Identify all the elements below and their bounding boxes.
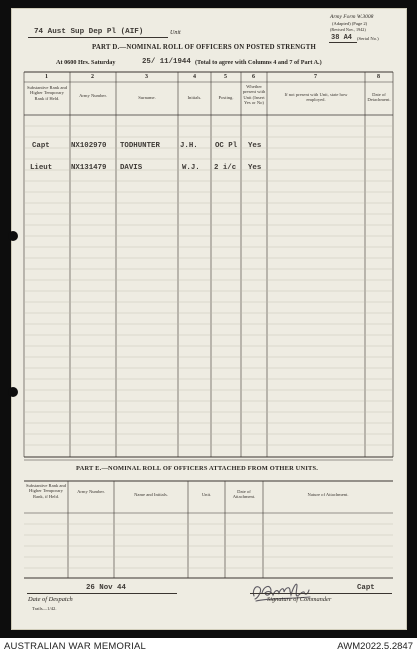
commander-rank: Capt: [357, 584, 375, 592]
part-d-title: PART D.—NOMINAL ROLL OF OFFICERS ON POSTED STRENGTH: [92, 44, 316, 51]
col-header-rank: Substantive Rank and Higher Temporary Rank if Held.: [26, 85, 68, 101]
col-number-1: 1: [45, 74, 48, 80]
army-form-page: [11, 8, 407, 630]
signature-underline: [250, 593, 392, 594]
archive-institution: AUSTRALIAN WAR MEMORIAL: [4, 641, 147, 652]
unit-value: 74 Aust Sup Dep Pl (AIF): [34, 28, 144, 36]
col-header-posting: Posting.: [218, 95, 234, 100]
unit-code: 38 A4: [331, 34, 353, 42]
row-1-present: Yes: [248, 142, 262, 150]
col-header-surname: Surname.: [138, 95, 156, 100]
part-e-header-date-attachment: Date of Attachment.: [232, 489, 256, 500]
row-2-posting: 2 i/c: [214, 164, 237, 172]
row-1-posting: OC Pl: [215, 142, 238, 150]
part-e-header-nature: Nature of Attachment.: [307, 492, 349, 497]
archive-accession: AWM2022.5.2847: [337, 641, 413, 652]
part-e-header-army-number: Army Number.: [77, 489, 105, 494]
despatch-date: 26 Nov 44: [86, 584, 126, 592]
row-2-surname: DAVIS: [120, 164, 143, 172]
col-number-5: 5: [224, 74, 227, 80]
col-header-date-detachment: Date of Detachment.: [367, 92, 391, 103]
row-1-army-number: NX102970: [71, 142, 107, 150]
serial-label: (Serial No.): [357, 36, 379, 41]
despatch-underline: [27, 593, 177, 594]
part-e-title: PART E.—NOMINAL ROLL OF OFFICERS ATTACHED FROM OTHER UNITS.: [76, 465, 319, 472]
col-number-2: 2: [91, 74, 94, 80]
archive-caption-bar: [0, 638, 417, 653]
col-number-8: 8: [377, 74, 380, 80]
col-header-army-number: Army Number.: [79, 93, 107, 98]
row-2-present: Yes: [248, 164, 262, 172]
row-1-rank: Capt: [32, 142, 50, 150]
col-number-4: 4: [193, 74, 196, 80]
form-ref-line1: Army Form W.3008: [330, 14, 374, 20]
col-header-present: Whether present with Unit (Insert Yes or No): [242, 84, 266, 106]
part-e-header-unit: Unit.: [201, 492, 212, 497]
col-header-how-employed: If not present with Unit, state how employed.: [284, 92, 348, 103]
row-2-initials: W.J.: [182, 164, 200, 172]
part-e-header-name: Name and Initials.: [134, 492, 168, 497]
form-ref-line3: (Revised Nov., 1942): [330, 27, 366, 32]
col-header-initials: Initials.: [187, 95, 202, 100]
punch-hole-upper: [8, 231, 18, 241]
punch-hole-lower: [8, 387, 18, 397]
col-number-6: 6: [252, 74, 255, 80]
form-ref-line2: (Adapted) (Page 2): [332, 21, 368, 26]
part-d-date: 25/ 11/1944: [142, 58, 191, 66]
despatch-label: Date of Despatch: [28, 596, 73, 603]
row-2-rank: Lieut: [30, 164, 53, 172]
col-number-3: 3: [145, 74, 148, 80]
part-d-subtitle-suffix: (Total to agree with Columns 4 and 7 of Part A.): [195, 59, 322, 66]
signature-label: Signature of Commander: [267, 596, 332, 603]
row-2-army-number: NX131479: [71, 164, 107, 172]
unit-label: Unit: [170, 30, 181, 36]
row-1-surname: TODHUNTER: [120, 142, 160, 150]
print-code: Trails—1/42.: [32, 606, 57, 611]
col-number-7: 7: [314, 74, 317, 80]
part-d-subtitle-prefix: At 0600 Hrs. Saturday: [56, 59, 116, 66]
row-1-initials: J.H.: [180, 142, 198, 150]
part-e-header-rank: Substantive Rank and Higher Temporary Rank, if Held.: [25, 483, 67, 499]
